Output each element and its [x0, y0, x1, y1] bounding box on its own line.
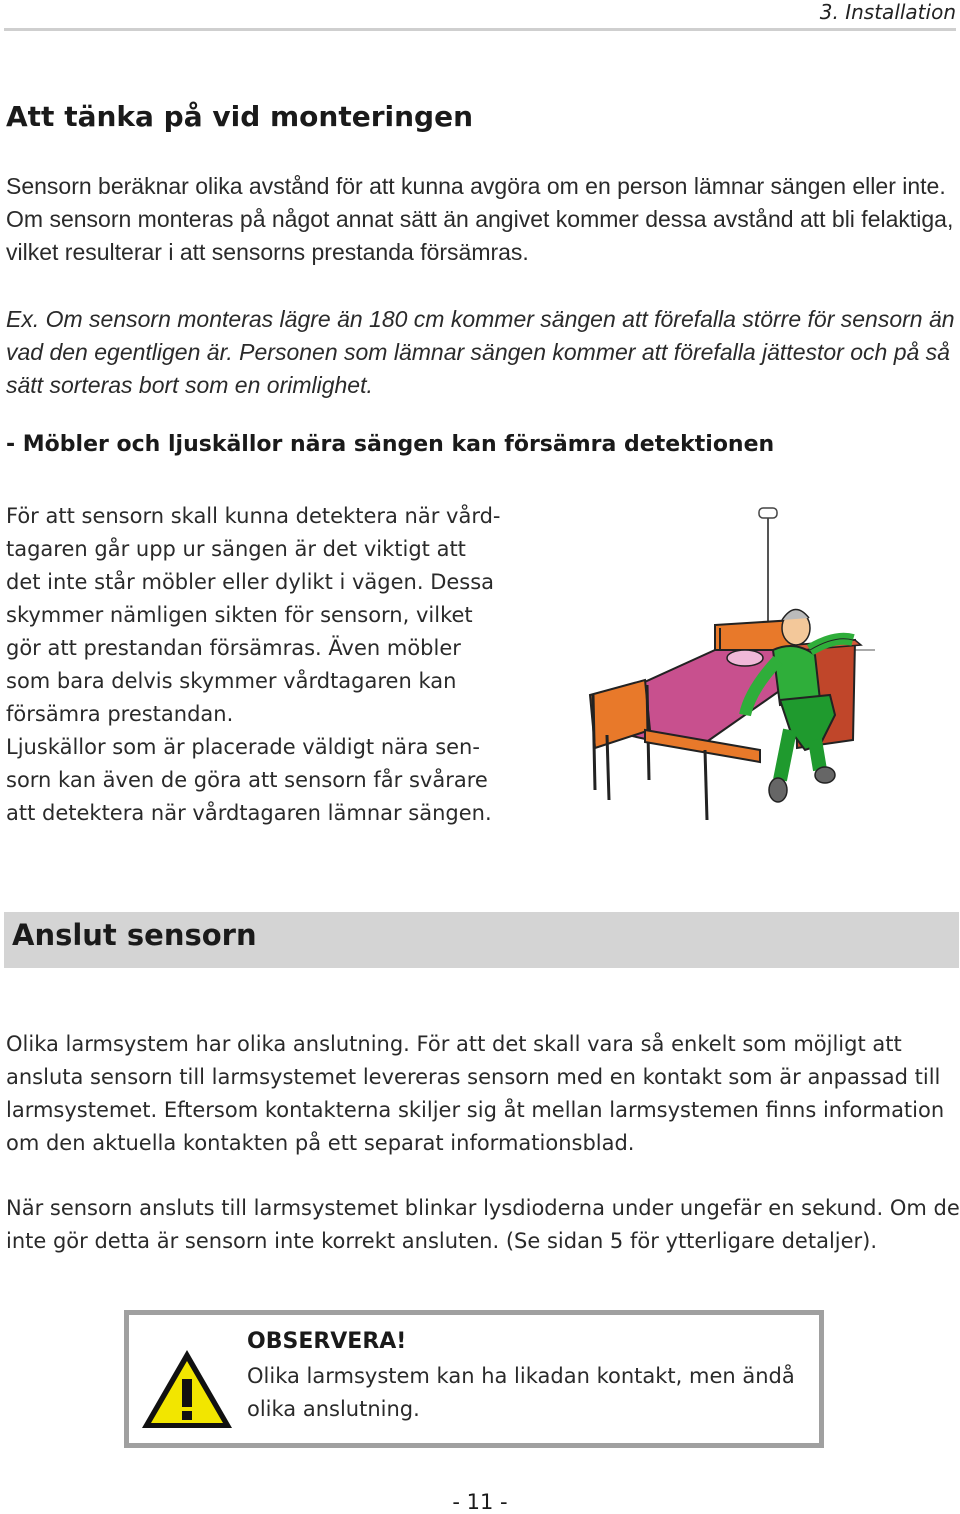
notice-title: OBSERVERA!	[247, 1329, 407, 1354]
intro-paragraph: Sensorn beräknar olika avstånd för att kunna avgöra om en person lämnar sängen eller inte. Om sensorn monteras på något annat sätt än angivet kommer dessa avstånd att bli felaktiga, vilket resulterar i att sensorns prestanda försämras.	[6, 173, 954, 265]
text-line: skymmer nämligen sikten för sensorn, vilket	[6, 603, 473, 627]
text-line: sorn kan även de göra att sensorn får svårare	[6, 768, 488, 792]
led-paragraph	[6, 1192, 960, 1258]
section-heading-mounting: Att tänka på vid monteringen	[6, 100, 474, 133]
text-line: olika anslutning.	[247, 1397, 420, 1421]
notice-text	[247, 1360, 817, 1426]
page-number: - 11 -	[452, 1490, 508, 1514]
text-line: Olika larmsystem kan ha likadan kontakt, men ändå	[247, 1364, 795, 1388]
text-line: som bara delvis skymmer vårdtagaren kan	[6, 669, 457, 693]
warning-triangle-icon	[139, 1347, 235, 1431]
text-line: tagaren går upp ur sängen är det viktigt att	[6, 537, 466, 561]
bed-with-person-illustration	[585, 500, 875, 830]
section-heading-connect: Anslut sensorn	[12, 918, 257, 952]
text-line: Ljuskällor som är placerade väldigt nära sen-	[6, 735, 480, 759]
text-line: det inte står möbler eller dylikt i vägen. Dessa	[6, 570, 495, 594]
connection-paragraph	[6, 1028, 956, 1160]
text-line: ansluta sensorn till larmsystemet levereras sensorn med en kontakt som är anpassad till	[6, 1065, 941, 1089]
text-line: försämra prestandan.	[6, 702, 234, 726]
furniture-paragraph	[6, 500, 506, 830]
text-line: larmsystemet. Eftersom kontakterna skiljer sig åt mellan larmsystemen finns information	[6, 1098, 945, 1122]
notice-box	[124, 1310, 824, 1448]
header-rule	[4, 28, 956, 31]
text-line: När sensorn ansluts till larmsystemet blinkar lysdioderna under ungefär en sekund. Om de	[6, 1196, 960, 1220]
running-header: 3. Installation	[819, 0, 956, 24]
text-line: Olika larmsystem har olika anslutning. För att det skall vara så enkelt som möjligt att	[6, 1032, 902, 1056]
text-line: att detektera när vårdtagaren lämnar sängen.	[6, 801, 492, 825]
example-paragraph: Ex. Om sensorn monteras lägre än 180 cm kommer sängen att förefalla större för sensorn än vad den egentligen är. Personen som lämnar sängen kommer att förefalla jättestor och på så sätt sorteras bort som en orimlighet.	[6, 306, 955, 398]
text-line: inte gör detta är sensorn inte korrekt ansluten. (Se sidan 5 för ytterligare detaljer).	[6, 1229, 878, 1253]
text-line: om den aktuella kontakten på ett separat informationsblad.	[6, 1131, 635, 1155]
bed-shape	[590, 620, 795, 820]
text-line: gör att prestandan försämras. Även möbler	[6, 636, 461, 660]
text-line: För att sensorn skall kunna detektera när vård-	[6, 504, 501, 528]
furniture-subheading: - Möbler och ljuskällor nära sängen kan försämra detektionen	[6, 432, 775, 457]
